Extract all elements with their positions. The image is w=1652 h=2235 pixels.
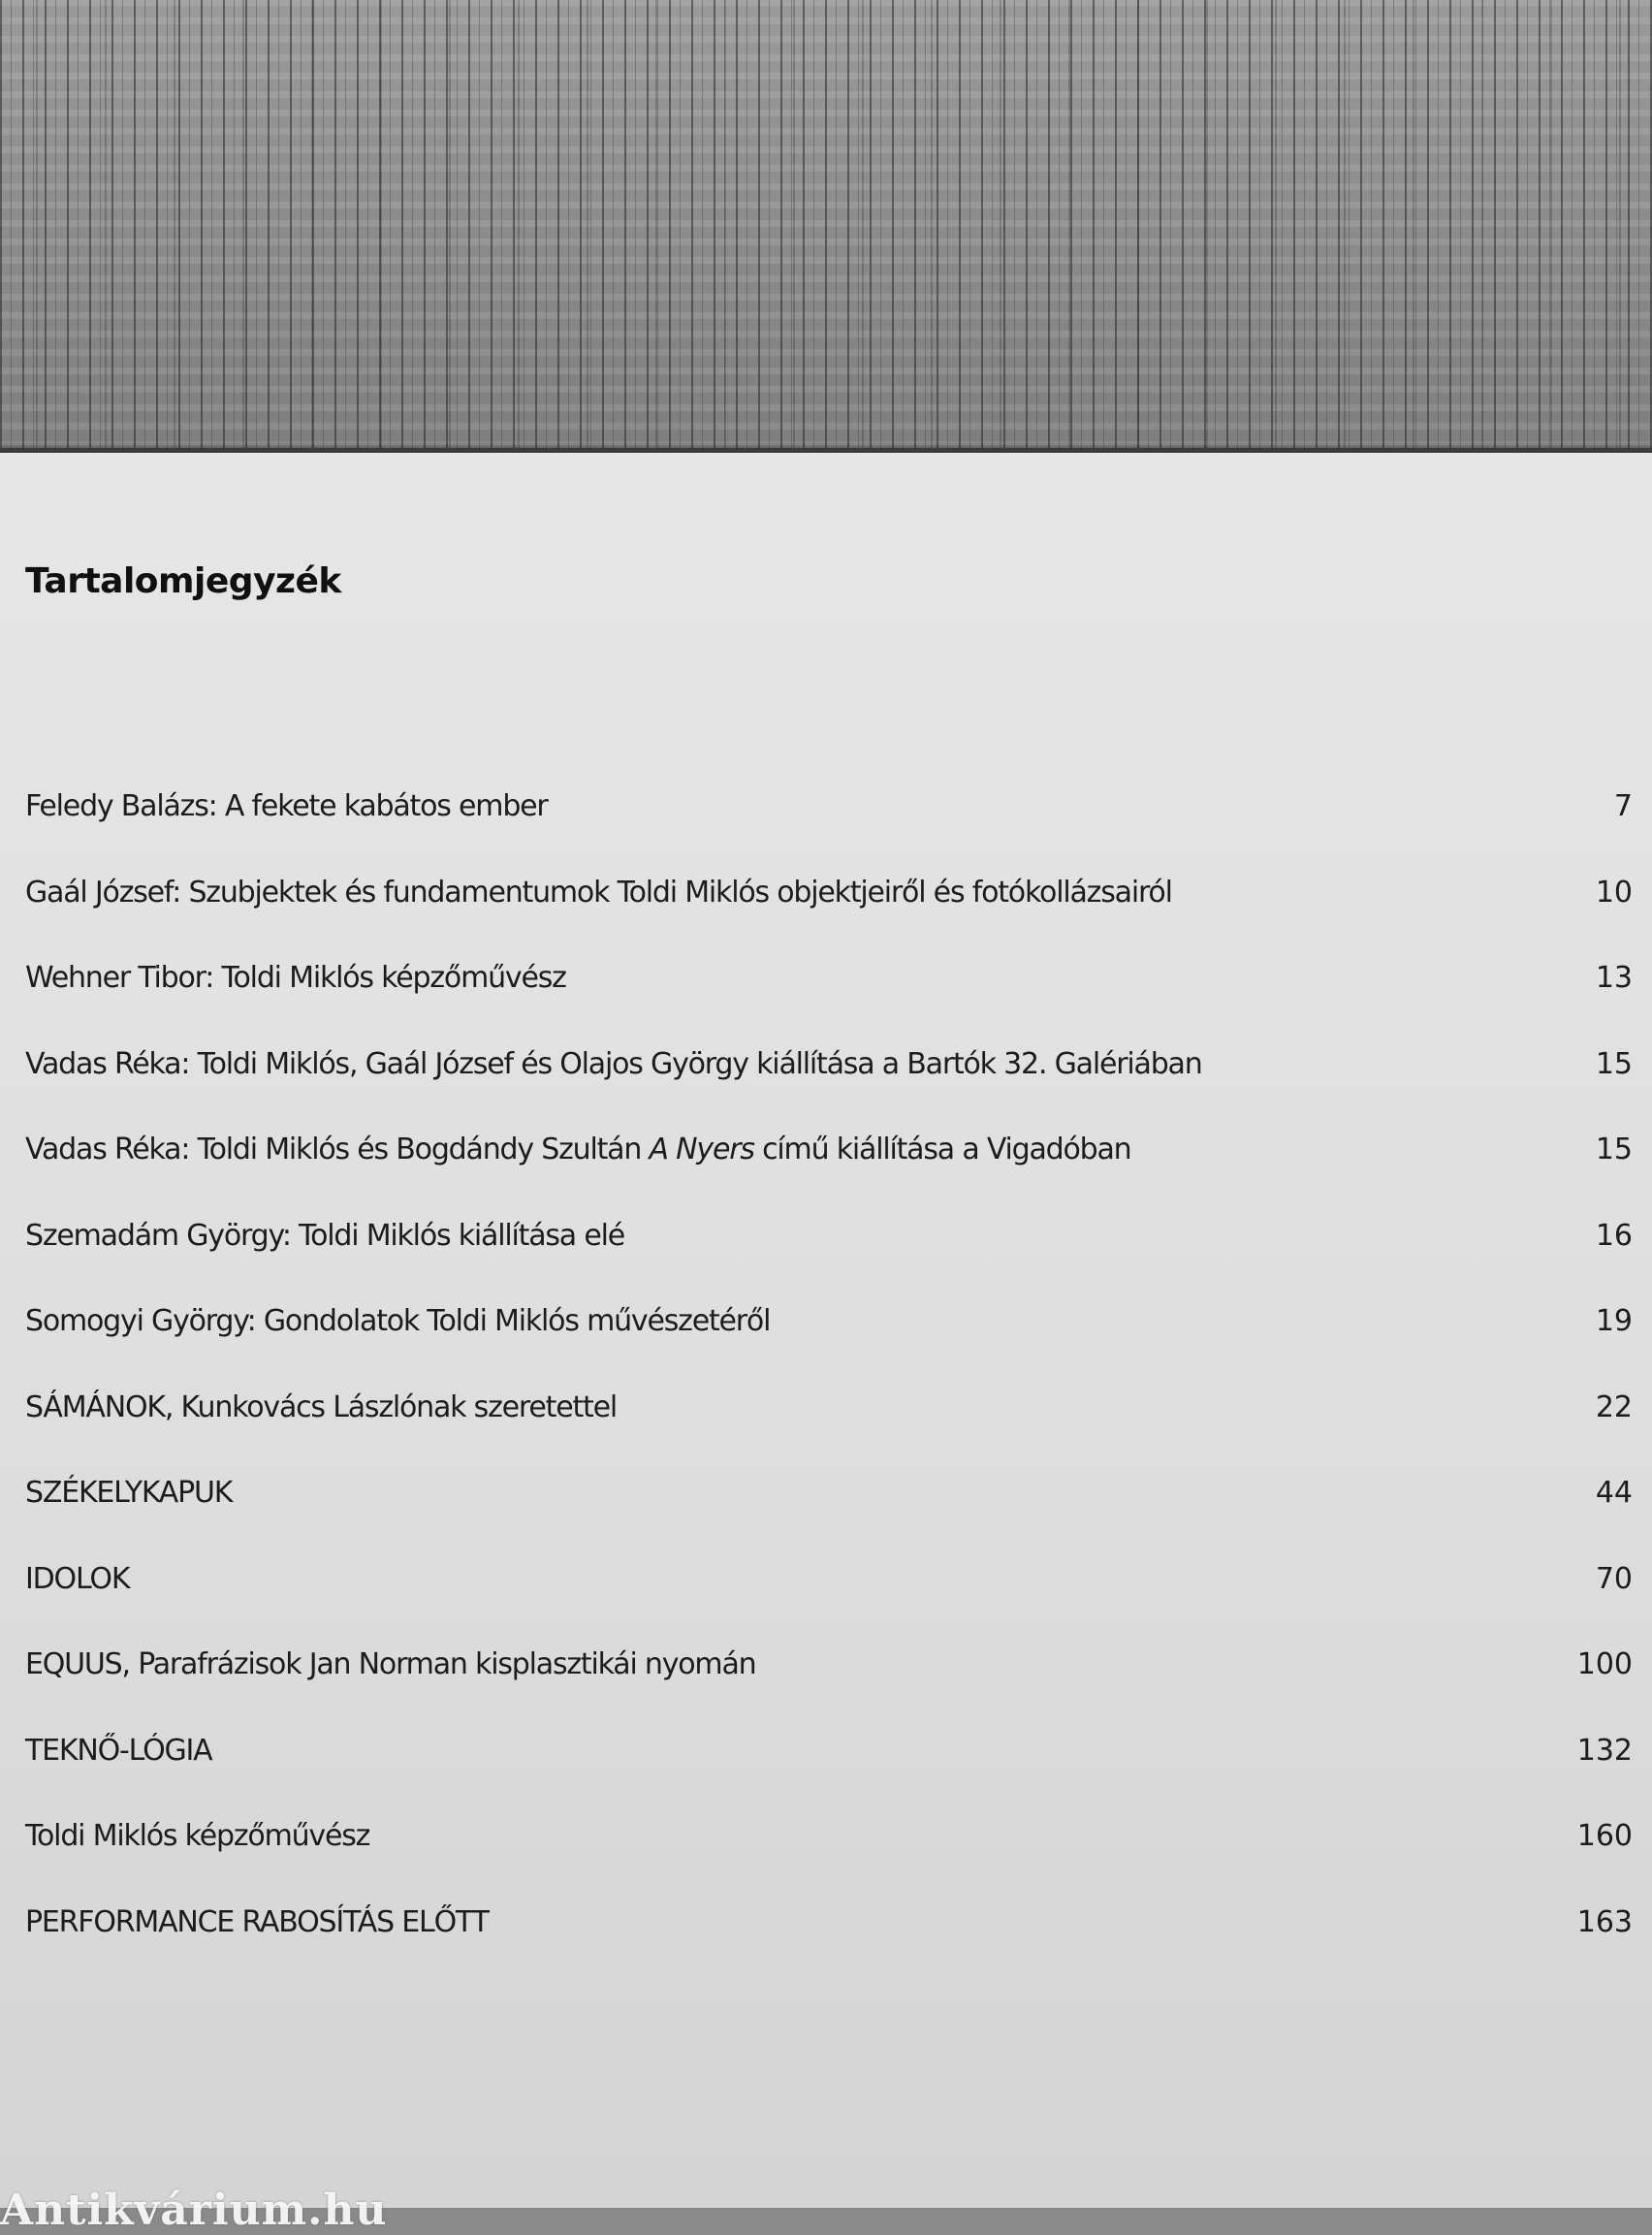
toc-entry (25, 1560, 1633, 1646)
toc-entry-page-number: 10 (1595, 875, 1633, 910)
toc-entry-title: EQUUS, Parafrázisok Jan Norman kisplasztikái nyomán (25, 1647, 756, 1681)
toc-entry-title: SZÉKELYKAPUK (25, 1476, 233, 1510)
watermark: Antikvárium.hu (0, 2186, 388, 2235)
toc-entry (25, 1817, 1633, 1903)
toc-entry (25, 1903, 1633, 1990)
toc-entry-title: Somogyi György: Gondolatok Toldi Miklós művészetéről (25, 1304, 771, 1338)
toc-entry (25, 1045, 1633, 1132)
toc-entry-page-number: 19 (1595, 1304, 1633, 1338)
toc-entry (25, 1389, 1633, 1475)
toc-entry (25, 1732, 1633, 1818)
toc-entry-title: Wehner Tibor: Toldi Miklós képzőművész (25, 961, 566, 995)
toc-entry (25, 874, 1633, 960)
toc-entry-page-number: 132 (1576, 1733, 1633, 1768)
toc-entry (25, 1474, 1633, 1560)
toc-entry-title: PERFORMANCE RABOSÍTÁS ELŐTT (25, 1904, 489, 1939)
toc-entry-title: Gaál József: Szubjektek és fundamentumok Toldi Miklós objektjeiről és fotókollázsairól (25, 875, 1172, 910)
toc-entry (25, 1645, 1633, 1732)
toc-entry (25, 787, 1633, 874)
toc-entry-page-number: 100 (1576, 1647, 1633, 1681)
toc-entry-title: IDOLOK (25, 1561, 130, 1596)
toc-entry-title: Feledy Balázs: A fekete kabátos ember (25, 789, 548, 823)
toc-entry (25, 959, 1633, 1045)
toc-entry-page-number: 44 (1595, 1476, 1633, 1510)
toc-entry (25, 1217, 1633, 1303)
toc-entry (25, 1302, 1633, 1389)
toc-entry-page-number: 15 (1595, 1046, 1633, 1081)
toc-entry-title-part: Vadas Réka: Toldi Miklós és Bogdándy Szultán (25, 1133, 650, 1166)
toc-entry-title: Vadas Réka: Toldi Miklós, Gaál József és Olajos György kiállítása a Bartók 32. Galériában (25, 1046, 1202, 1081)
toc-heading: Tartalomjegyzék (25, 561, 341, 601)
toc-list (25, 787, 1633, 1989)
toc-entry-title: Szemadám György: Toldi Miklós kiállítása elé (25, 1218, 624, 1253)
toc-entry-title-part: című kiállítása a Vigadóban (753, 1133, 1131, 1166)
toc-entry-page-number: 70 (1595, 1561, 1633, 1596)
toc-entry-page-number: 22 (1595, 1389, 1633, 1424)
toc-entry-page-number: 7 (1613, 789, 1633, 823)
toc-entry-page-number: 160 (1576, 1819, 1633, 1853)
toc-entry-title (25, 1131, 1131, 1169)
toc-entry-page-number: 16 (1595, 1218, 1633, 1253)
toc-entry-page-number: 163 (1576, 1904, 1633, 1939)
wooden-surface-background (0, 0, 1652, 448)
toc-entry-title: TEKNŐ-LÓGIA (25, 1733, 212, 1768)
toc-entry-page-number: 15 (1595, 1133, 1633, 1166)
toc-entry-title-italic: A Nyers (649, 1133, 754, 1166)
toc-entry (25, 1131, 1633, 1217)
toc-entry-page-number: 13 (1595, 961, 1633, 995)
toc-entry-title: SÁMÁNOK, Kunkovács Lászlónak szeretettel (25, 1389, 617, 1424)
toc-entry-title: Toldi Miklós képzőművész (25, 1819, 370, 1853)
book-page (0, 448, 1652, 2235)
